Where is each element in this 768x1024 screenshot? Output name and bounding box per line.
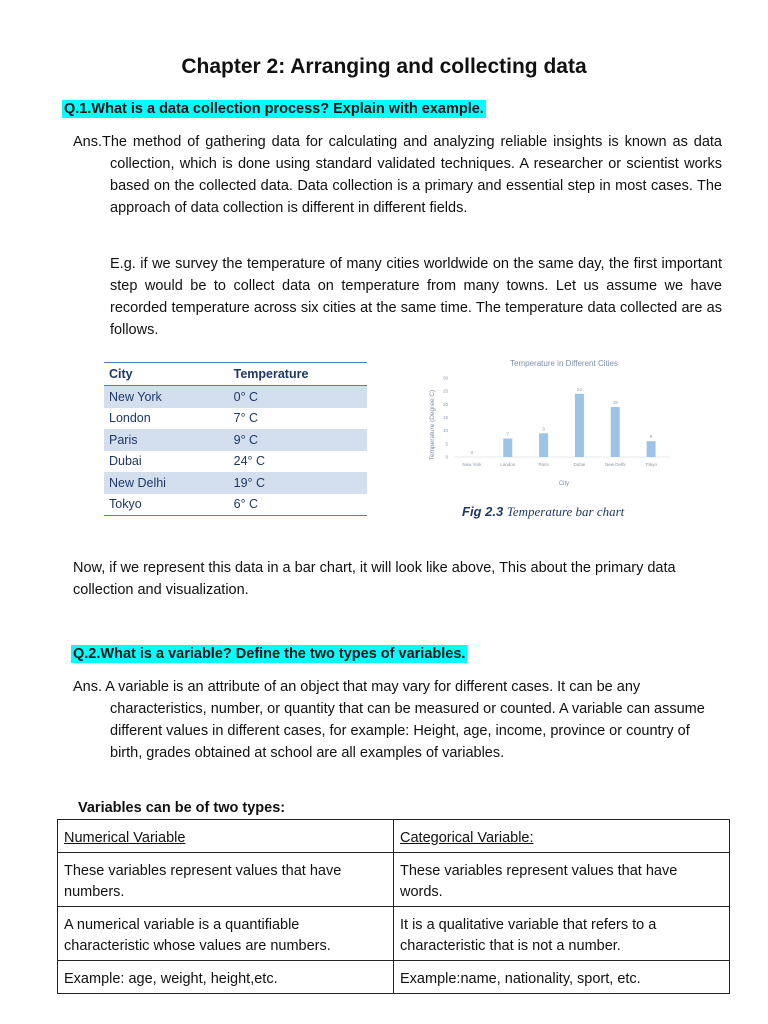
table-cell-city: London: [109, 411, 151, 426]
table-cell: These variables represent values that have numbers.: [58, 853, 394, 907]
data-label: 24: [576, 386, 582, 392]
table-cell-city: Paris: [104, 429, 204, 451]
after-chart-paragraph: Now, if we represent this data in a bar chart, it will look like above, This about the primary data collection and visualization.: [73, 560, 676, 598]
table-header-city: City: [104, 363, 204, 386]
x-tick-label: London: [500, 462, 516, 467]
table-row: [58, 820, 730, 853]
table-cell: It is a qualitative variable that refers to a characteristic that is not a number.: [394, 907, 730, 961]
y-tick-label: 25: [442, 388, 448, 394]
chart-title: Temperature in Different Cities: [510, 359, 618, 368]
table-cell-temperature: 24° C: [233, 454, 266, 469]
temperature-bar-chart: [424, 353, 674, 493]
table-row: [58, 853, 730, 907]
data-label: 9: [542, 426, 545, 432]
data-label: 7: [506, 431, 510, 437]
table-row: [104, 451, 367, 473]
question-1-answer: [73, 131, 722, 219]
table-cell: Example:name, nationality, sport, etc.: [394, 961, 730, 994]
page-title: Chapter 2: Arranging and collecting data: [181, 55, 587, 78]
table-cell: Example: age, weight, height,etc.: [58, 961, 394, 994]
categorical-variable-heading: Categorical Variable:: [394, 820, 730, 853]
table-cell-city: Tokyo: [104, 494, 204, 516]
y-tick-label: 15: [442, 415, 448, 420]
table-row: [104, 386, 367, 408]
variables-types-label: Variables can be of two types:: [78, 800, 286, 816]
question-2-heading: Q.2.What is a variable? Define the two types of variables.: [73, 646, 466, 662]
bar: [575, 394, 584, 457]
table-row: [104, 408, 367, 430]
data-label: 19: [612, 399, 618, 405]
question-2-answer: [73, 676, 722, 764]
answer-1-text: Ans.The method of gathering data for calculating and analyzing reliable insights is known as data collection, which is done using standard validated techniques. A researcher or scientist works based on the collected data. Data collection is a primary and essential step in most cases. The approach of data collection is different in different fields.: [73, 134, 722, 216]
temperature-table: [104, 362, 367, 516]
figure-caption-text: Temperature bar chart: [506, 504, 625, 519]
y-tick-label: 20: [442, 401, 448, 407]
table-row: [58, 961, 730, 994]
chart-y-axis-label: Temperature (Degree C): [429, 389, 436, 461]
table-cell-temperature: 7° C: [233, 411, 259, 426]
table-row: [104, 472, 367, 494]
bar: [647, 441, 656, 457]
question-1-heading: Q.1.What is a data collection process? Explain with example.: [64, 101, 484, 117]
bar: [539, 433, 548, 457]
table-row: [58, 907, 730, 961]
answer-2-text: Ans. A variable is an attribute of an object that may vary for different cases. It can be any characteristics, number, or quantity that can be measured or counted. A variable can assume different values in different cases, for example: Height, age, income, province or country of birth, grades obtained at school are all examples of variables.: [73, 679, 705, 761]
bar: [611, 407, 620, 457]
table-cell: These variables represent values that have words.: [394, 853, 730, 907]
variables-table: [57, 819, 730, 994]
data-label: 0: [470, 450, 474, 455]
bar: [503, 439, 512, 457]
data-label: 6: [649, 434, 653, 440]
chart-x-axis-label: City: [558, 481, 570, 487]
x-tick-label: Dubai: [573, 462, 586, 467]
table-cell-temperature: 19° C: [204, 472, 367, 494]
x-tick-label: New Delhi: [604, 462, 626, 467]
table-cell-city: New Delhi: [104, 472, 204, 494]
y-tick-label: 30: [442, 375, 448, 381]
table-cell-temperature: 0° C: [204, 386, 367, 408]
y-tick-label: 5: [445, 441, 448, 447]
figure-caption: [462, 504, 624, 520]
table-cell: A numerical variable is a quantifiable characteristic whose values are numbers.: [58, 907, 394, 961]
table-row: [104, 429, 367, 451]
numerical-variable-heading: Numerical Variable: [58, 820, 394, 853]
question-1-example: E.g. if we survey the temperature of many cities worldwide on the same day, the first important step would be to collect data on temperature from many towns. Let us assume we have recorded temperature across six cities at the same time. The temperature data collected are as follows.: [110, 256, 722, 338]
table-cell-city: Dubai: [109, 454, 142, 469]
table-cell-temperature: 9° C: [204, 429, 367, 451]
y-tick-label: 10: [442, 428, 448, 434]
table-cell-city: New York: [104, 386, 204, 408]
y-tick-label: 0: [445, 454, 448, 460]
figure-caption-label: Fig 2.3: [462, 504, 504, 519]
x-tick-label: New York: [462, 462, 482, 467]
x-tick-label: Tokyo: [645, 462, 657, 467]
x-tick-label: Paris: [538, 462, 549, 467]
table-cell-temperature: 6° C: [204, 494, 367, 516]
table-row: [104, 494, 367, 516]
table-header-temperature: Temperature: [204, 363, 367, 386]
